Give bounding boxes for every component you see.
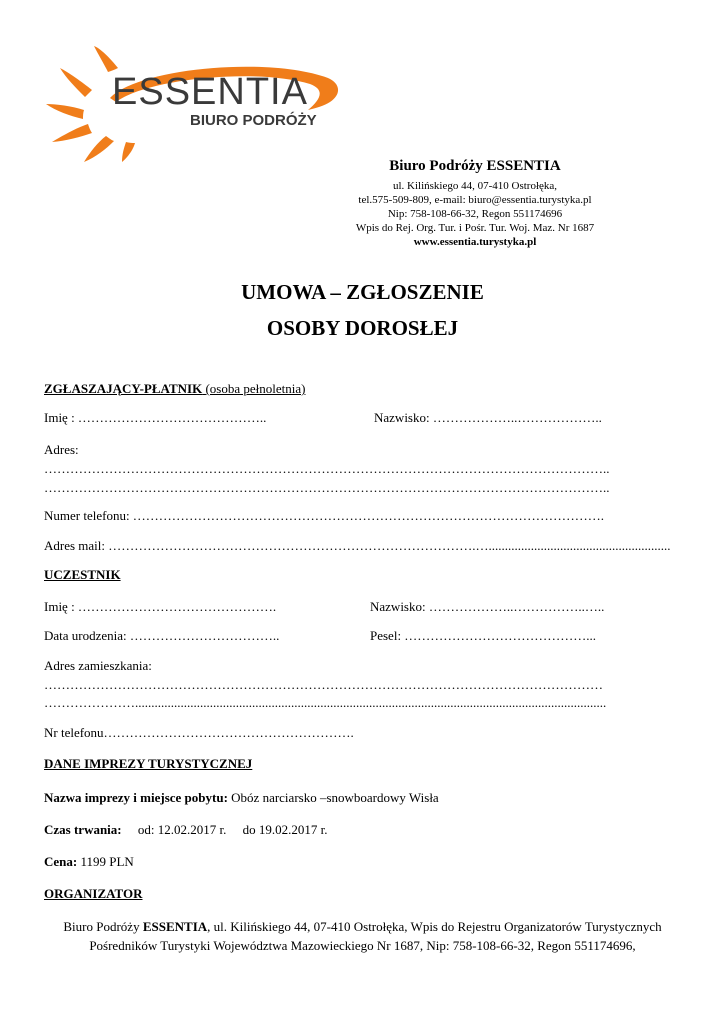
document-subtitle: OSOBY DOROSŁEJ bbox=[266, 316, 459, 340]
organizer-line-1-brand: ESSENTIA bbox=[142, 919, 208, 934]
organizer-line-1-suffix: , ul. Kilińskiego 44, 07-410 Ostrołęka, Wpis do Rejestru Organizatorów Turystycznych bbox=[207, 919, 662, 934]
participant-address-line-1[interactable]: ………………………………………………………………………………………………………………… bbox=[44, 677, 603, 692]
event-name-value: Obóz narciarsko –snowboardowy Wisła bbox=[227, 790, 439, 805]
participant-pesel-field[interactable]: Pesel: ……………………………………... bbox=[370, 628, 597, 643]
document-title: UMOWA – ZGŁOSZENIE bbox=[241, 280, 484, 304]
organizer-line-2: Pośredników Turystyki Województwa Mazowieckiego Nr 1687, Nip: 758-108-66-32, Regon 551174696, bbox=[89, 938, 636, 953]
payer-address-line-1[interactable]: ………………………………………………………………………………………………………………….. bbox=[44, 461, 610, 476]
organizer-line-1-prefix: Biuro Podróży bbox=[63, 919, 143, 934]
event-duration-row bbox=[44, 822, 327, 838]
participant-phone-field[interactable]: Nr telefonu…………………………………………………. bbox=[44, 725, 354, 740]
event-heading: DANE IMPREZY TURYSTYCZNEJ bbox=[44, 756, 253, 771]
logo-tagline: BIURO PODRÓŻY bbox=[190, 112, 317, 129]
event-name-label: Nazwa imprezy i miejsce pobytu: bbox=[44, 790, 228, 805]
participant-first-name-field[interactable]: Imię : ………………………………………. bbox=[44, 599, 277, 614]
company-contact: tel.575-509-809, e-mail: biuro@essentia.turystyka.pl bbox=[358, 194, 592, 206]
participant-address-label: Adres zamieszkania: bbox=[44, 658, 152, 673]
payer-address-line-2[interactable]: ………………………………………………………………………………………………………………….. bbox=[44, 480, 610, 495]
payer-address-label: Adres: bbox=[44, 442, 79, 457]
event-price-label: Cena: bbox=[44, 854, 78, 869]
payer-heading-note: (osoba pełnoletnia) bbox=[205, 381, 306, 396]
payer-heading-text: ZGŁASZAJĄCY-PŁATNIK bbox=[44, 381, 203, 396]
company-address: ul. Kilińskiego 44, 07-410 Ostrołęka, bbox=[392, 180, 558, 192]
event-duration-label: Czas trwania: bbox=[44, 822, 122, 837]
participant-last-name-field[interactable]: Nazwisko: ………………..……………..….. bbox=[370, 599, 605, 614]
payer-first-name-field[interactable]: Imię : …………………………………….. bbox=[44, 410, 267, 425]
participant-heading: UCZESTNIK bbox=[44, 567, 121, 582]
company-registry: Wpis do Rej. Org. Tur. i Pośr. Tur. Woj. Maz. Nr 1687 bbox=[355, 222, 595, 234]
payer-last-name-field[interactable]: Nazwisko: ………………..……………….. bbox=[374, 410, 602, 425]
participant-birth-date-field[interactable]: Data urodzenia: …………………………….. bbox=[44, 628, 280, 643]
event-name-row bbox=[44, 790, 439, 806]
payer-phone-field[interactable]: Numer telefonu: ………………………………………………………………………………………………. bbox=[44, 508, 605, 523]
payer-heading bbox=[44, 381, 305, 397]
organizer-line-1 bbox=[30, 917, 695, 937]
participant-address-line-2[interactable]: …………………................................................................................................................................................. bbox=[44, 695, 607, 710]
essentia-logo bbox=[38, 38, 348, 168]
organizer-heading: ORGANIZATOR bbox=[44, 886, 143, 901]
logo-brand: ESSENTIA bbox=[112, 71, 308, 113]
company-name: Biuro Podróży ESSENTIA bbox=[389, 158, 561, 174]
company-tax: Nip: 758-108-66-32, Regon 551174696 bbox=[387, 208, 563, 220]
event-duration-value: od: 12.02.2017 r. do 19.02.2017 r. bbox=[121, 822, 328, 837]
sun-logo-icon bbox=[38, 38, 348, 168]
event-price-row bbox=[44, 854, 134, 870]
company-website[interactable]: www.essentia.turystyka.pl bbox=[413, 236, 537, 248]
payer-email-field[interactable]: Adres mail: ………………………………………………………………………….…........................................................ bbox=[44, 538, 671, 553]
event-price-value: 1199 PLN bbox=[77, 854, 134, 869]
